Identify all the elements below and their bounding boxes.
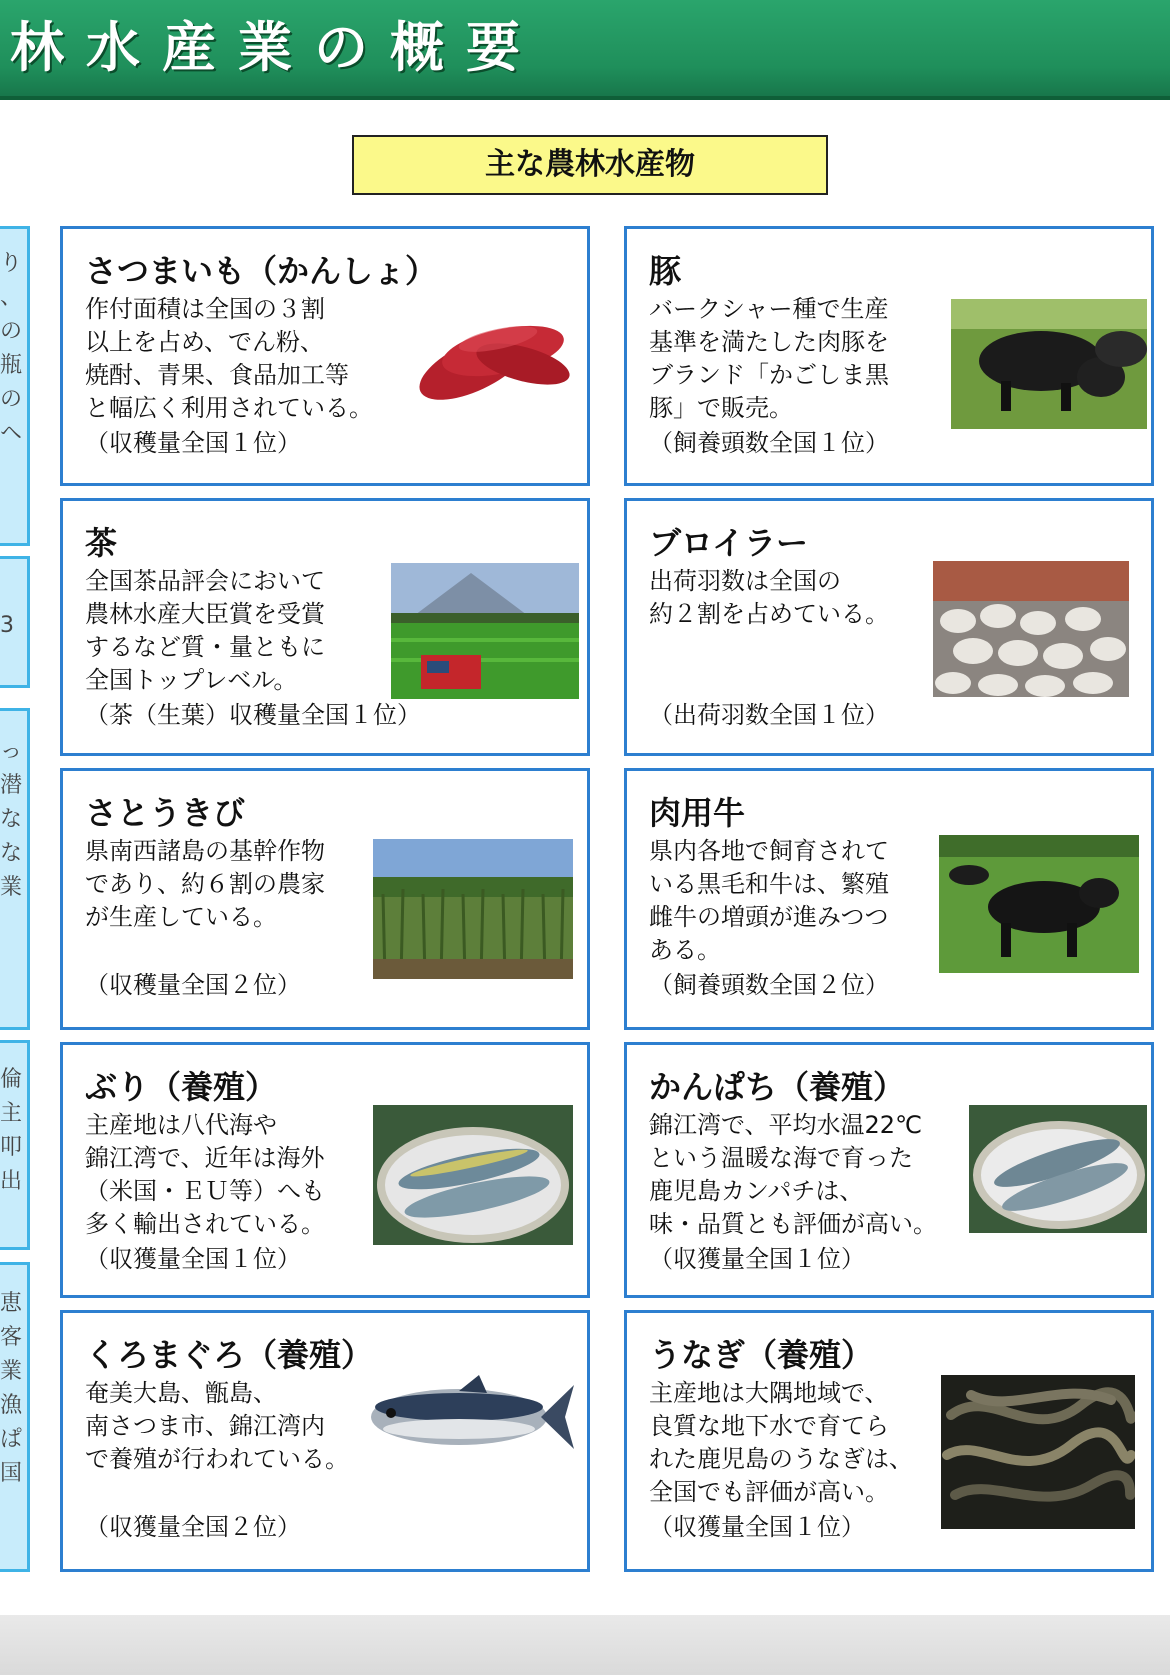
bottom-bar <box>0 1615 1170 1675</box>
description-line: 錦江湾で、近年は海外 <box>85 1144 325 1172</box>
header-bar <box>0 0 1170 100</box>
strip-char: 、 <box>0 285 23 310</box>
description-line: 焼酎、青果、食品加工等 <box>85 361 349 389</box>
product-card-pig <box>624 226 1154 486</box>
description-line: 約２割を占めている。 <box>649 600 889 628</box>
product-description <box>85 293 373 425</box>
description-line: 錦江湾で、平均水温22℃ <box>649 1111 923 1139</box>
description-line: 全国でも評価が高い。 <box>649 1478 889 1506</box>
product-description <box>649 835 889 967</box>
strip-char: ヘ <box>0 421 23 446</box>
strip-char: 瓶 <box>0 353 23 378</box>
description-line: するなど質・量ともに <box>85 633 325 661</box>
product-ranking: （収獲量全国２位） <box>85 1513 301 1541</box>
strip-char: な <box>0 841 23 866</box>
strip-char: っ <box>0 739 23 764</box>
description-line: であり、約６割の農家 <box>85 870 325 898</box>
description-line: と幅広く利用されている。 <box>85 394 373 422</box>
description-line: 雌牛の増頭が進みつつ <box>649 903 889 931</box>
description-line: 南さつま市、錦江湾内 <box>85 1412 325 1440</box>
product-description <box>85 565 325 697</box>
strip-char: 業 <box>0 875 23 900</box>
product-ranking: （茶（生葉）収穫量全国１位） <box>85 701 421 729</box>
description-line: 基準を満たした肉豚を <box>649 328 889 356</box>
strip-char: 業 <box>0 1359 23 1384</box>
product-name: ぶり（養殖） <box>85 1068 278 1106</box>
product-description <box>649 293 889 425</box>
strip-char: 漁 <box>0 1393 23 1418</box>
description-line: 以上を占め、でん粉、 <box>85 328 325 356</box>
product-name: さとうきび <box>85 794 246 832</box>
strip-char: 3 <box>0 613 14 638</box>
product-ranking: （収穫量全国２位） <box>85 971 301 999</box>
product-description <box>649 1109 937 1241</box>
yellowtail-photo <box>373 1105 573 1245</box>
product-card-broiler <box>624 498 1154 756</box>
side-strip-2 <box>0 556 30 688</box>
strip-char: 客 <box>0 1325 23 1350</box>
product-card-cattle <box>624 768 1154 1030</box>
description-line: 出荷羽数は全国の <box>649 567 841 595</box>
product-card-amberjack <box>624 1042 1154 1298</box>
strip-char: り <box>0 251 23 276</box>
product-ranking: （飼養頭数全国２位） <box>649 971 889 999</box>
strip-char: ぱ <box>0 1427 23 1452</box>
product-name: かんぱち（養殖） <box>649 1068 906 1106</box>
product-ranking: （収獲量全国１位） <box>649 1513 865 1541</box>
strip-char: 叩 <box>0 1135 23 1160</box>
product-ranking: （収穫量全国１位） <box>85 429 301 457</box>
description-line: 農林水産大臣賞を受賞 <box>85 600 325 628</box>
description-line: 主産地は八代海や <box>85 1111 277 1139</box>
sugarcane-photo <box>373 839 573 979</box>
description-line: 奄美大島、甑島、 <box>85 1379 277 1407</box>
product-name: うなぎ（養殖） <box>649 1336 874 1374</box>
description-line: 全国トップレベル。 <box>85 666 298 694</box>
description-line: 主産地は大隅地域で、 <box>649 1379 889 1407</box>
description-line: いる黒毛和牛は、繁殖 <box>649 870 889 898</box>
product-card-yellowtail <box>60 1042 590 1298</box>
strip-char: 倫 <box>0 1067 23 1092</box>
description-line: 多く輸出されている。 <box>85 1210 325 1238</box>
product-card-tuna <box>60 1310 590 1572</box>
description-line: ブランド「かごしま黒 <box>649 361 889 389</box>
description-line: 鹿児島カンパチは、 <box>649 1177 864 1205</box>
description-line: が生産している。 <box>85 903 277 931</box>
tuna-photo <box>369 1371 579 1461</box>
description-line: 県内各地で飼育されて <box>649 837 889 865</box>
strip-char: 恵 <box>0 1291 23 1316</box>
eel-photo <box>941 1375 1135 1529</box>
cattle-photo <box>939 835 1139 973</box>
strip-char: な <box>0 807 23 832</box>
product-ranking: （飼養頭数全国１位） <box>649 429 889 457</box>
amberjack-photo <box>969 1105 1147 1233</box>
product-name: さつまいも（かんしょ） <box>85 252 438 290</box>
description-line: 豚」で販売。 <box>649 394 793 422</box>
product-card-eel <box>624 1310 1154 1572</box>
description-line: 全国茶品評会において <box>85 567 325 595</box>
description-line: という温暖な海で育った <box>649 1144 913 1172</box>
side-strip-3 <box>0 708 30 1030</box>
product-description <box>85 1109 325 1241</box>
section-title: 主な農林水産物 <box>352 135 828 195</box>
side-strip-1 <box>0 226 30 546</box>
product-card-sweet-potato <box>60 226 590 486</box>
description-line: ある。 <box>649 936 721 964</box>
broiler-photo <box>933 561 1129 697</box>
product-ranking: （収獲量全国１位） <box>649 1245 865 1273</box>
side-strip-4 <box>0 1040 30 1250</box>
product-description <box>649 565 889 631</box>
product-description <box>85 1377 349 1476</box>
description-line: 作付面積は全国の３割 <box>85 295 325 323</box>
description-line: 味・品質とも評価が高い。 <box>649 1210 937 1238</box>
sweet-potato-photo <box>403 289 583 419</box>
description-line: 県南西諸島の基幹作物 <box>85 837 325 865</box>
product-name: 肉用牛 <box>649 794 746 832</box>
product-ranking: （出荷羽数全国１位） <box>649 701 889 729</box>
product-name: くろまぐろ（養殖） <box>85 1336 374 1374</box>
description-line: バークシャー種で生産 <box>649 295 889 323</box>
strip-char: 主 <box>0 1101 23 1126</box>
strip-char: 潜 <box>0 773 23 798</box>
page-title: 林水産業の概要 <box>10 16 542 79</box>
product-name: ブロイラー <box>649 524 809 562</box>
strip-char: 国 <box>0 1461 23 1486</box>
tea-field-photo <box>391 563 579 699</box>
strip-char: 出 <box>0 1169 23 1194</box>
side-strip-5 <box>0 1262 30 1572</box>
strip-char: の <box>0 319 23 344</box>
product-description <box>649 1377 913 1509</box>
product-card-tea <box>60 498 590 756</box>
strip-char: の <box>0 387 23 412</box>
description-line: （米国・ＥＵ等）へも <box>85 1177 325 1205</box>
product-name: 豚 <box>649 252 682 290</box>
product-description <box>85 835 325 934</box>
description-line: 良質な地下水で育てら <box>649 1412 889 1440</box>
pig-photo <box>951 299 1147 429</box>
product-card-sugarcane <box>60 768 590 1030</box>
product-name: 茶 <box>85 524 118 562</box>
product-ranking: （収獲量全国１位） <box>85 1245 301 1273</box>
description-line: で養殖が行われている。 <box>85 1445 349 1473</box>
description-line: れた鹿児島のうなぎは、 <box>649 1445 913 1473</box>
